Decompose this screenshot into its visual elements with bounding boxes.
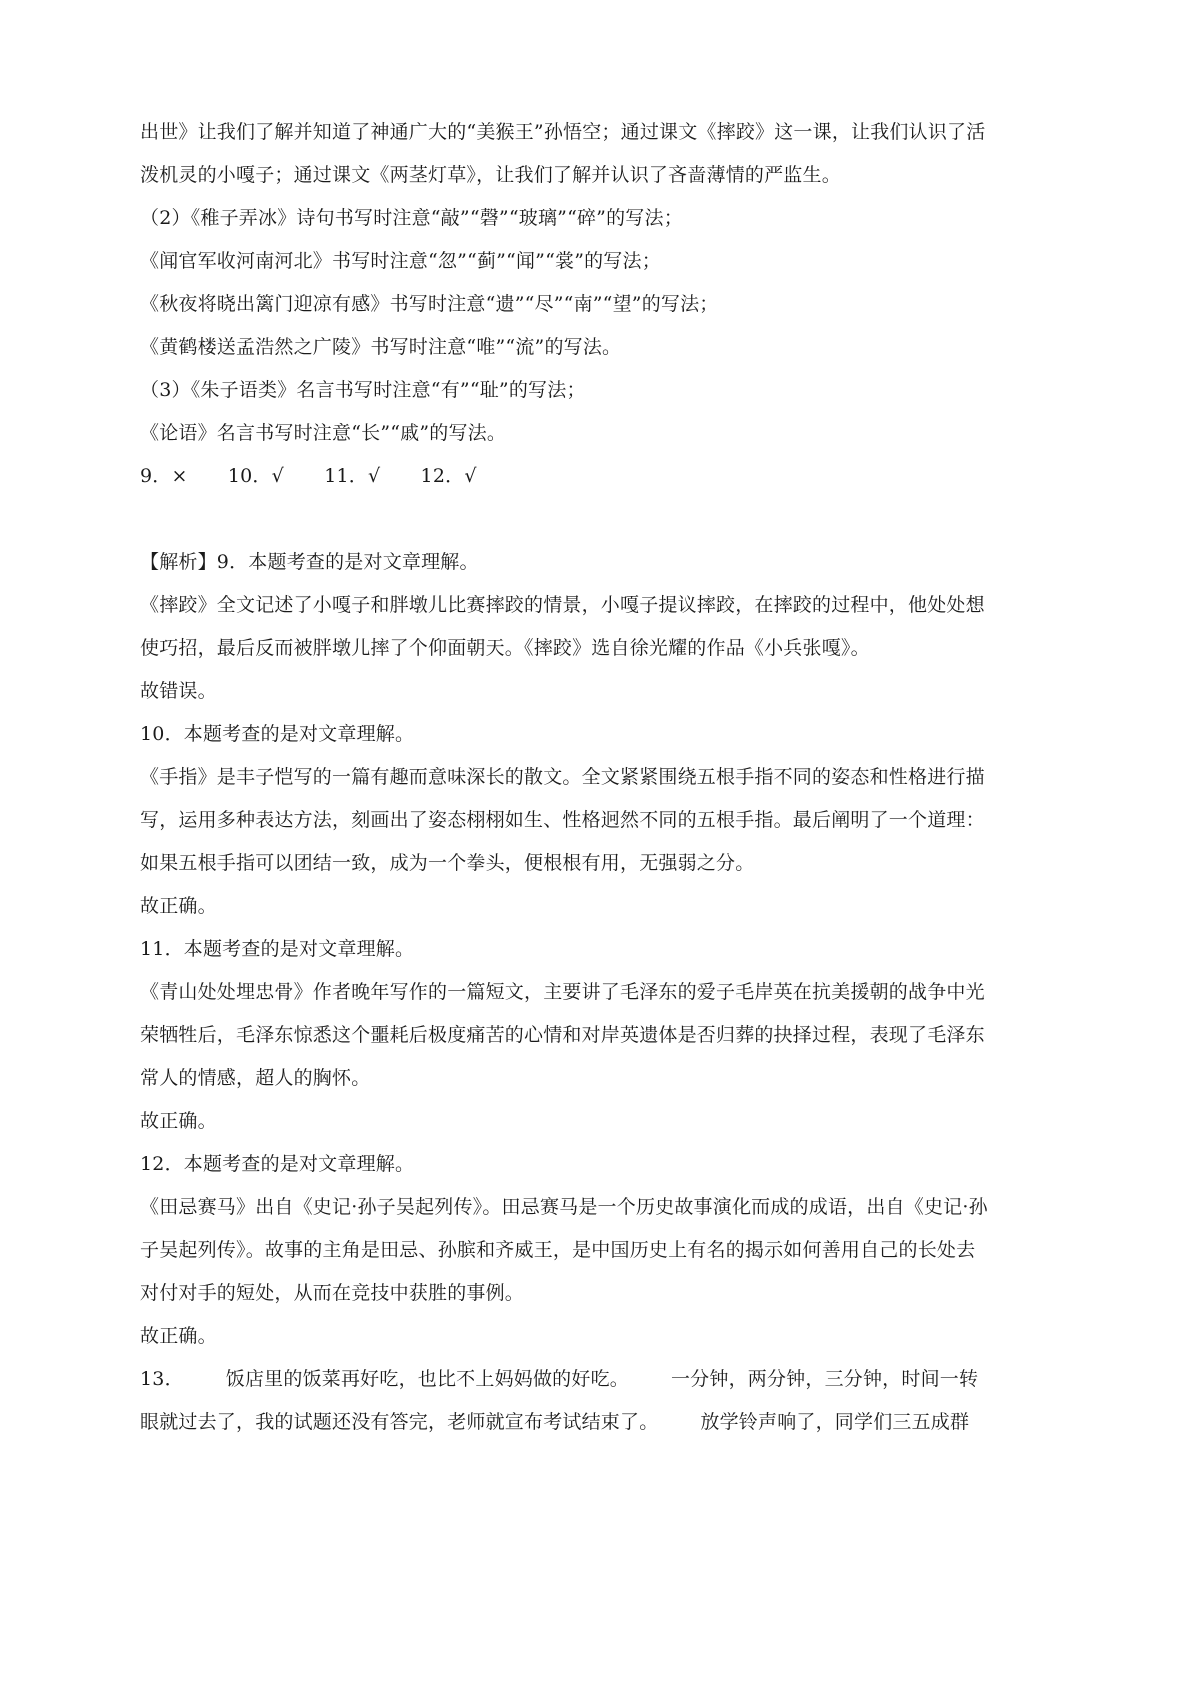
text-line: 如果五根手指可以团结一致，成为一个拳头，便根根有用，无强弱之分。 [140, 852, 755, 874]
text-line: 《田忌赛马》出自《史记·孙子吴起列传》。田忌赛马是一个历史故事演化而成的成语，出自《史记·孙 [140, 1196, 988, 1218]
text-line: 《秋夜将晓出篱门迎凉有感》书写时注意“遗”“尽”“南”“望”的写法； [140, 293, 719, 315]
answer-9: 9．× [140, 465, 188, 487]
verdict-line: 故正确。 [140, 1110, 217, 1132]
verdict-line: 故正确。 [140, 1325, 217, 1347]
verdict-line: 故错误。 [140, 680, 217, 702]
text-line: 子吴起列传》。故事的主角是田忌、孙膑和齐威王，是中国历史上有名的揭示如何善用自己的长处去 [140, 1239, 976, 1261]
text-line: 《论语》名言书写时注意“长”“戚”的写法。 [140, 422, 507, 444]
question-heading: 12．本题考查的是对文章理解。 [140, 1153, 415, 1175]
answer-sentence: 饭店里的饭菜再好吃，也比不上妈妈做的好吃。 [225, 1368, 629, 1390]
answer-sentence: 眼就过去了，我的试题还没有答完，老师就宣布考试结束了。 [140, 1411, 659, 1433]
text-line: 《青山处处埋忠骨》作者晚年写作的一篇短文，主要讲了毛泽东的爱子毛岸英在抗美援朝的战争中光 [140, 981, 985, 1003]
text-line: 常人的情感，超人的胸怀。 [140, 1067, 371, 1089]
text-line: 《闻官军收河南河北》书写时注意“忽”“蓟”“闻”“裳”的写法； [140, 250, 661, 272]
answer-13-line [140, 1367, 1060, 1391]
text-line: （2）《稚子弄冰》诗句书写时注意“敲”“磬”“玻璃”“碎”的写法； [140, 207, 683, 229]
text-line: 对付对手的短处，从而在竞技中获胜的事例。 [140, 1282, 525, 1304]
question-heading: 11．本题考查的是对文章理解。 [140, 938, 415, 960]
question-heading: 10．本题考查的是对文章理解。 [140, 723, 415, 745]
answer-12: 12．√ [420, 465, 477, 487]
question-number: 13． [140, 1368, 184, 1390]
answer-11: 11．√ [324, 465, 381, 487]
text-line: 《黄鹤楼送孟浩然之广陵》书写时注意“唯”“流”的写法。 [140, 336, 622, 358]
text-line: （3）《朱子语类》名言书写时注意“有”“耻”的写法； [140, 379, 586, 401]
text-line: 《摔跤》全文记述了小嘎子和胖墩儿比赛摔跤的情景，小嘎子提议摔跤，在摔跤的过程中，他处处想 [140, 594, 985, 616]
text-line: 出世》让我们了解并知道了神通广大的“美猴王”孙悟空；通过课文《摔跤》这一课，让我们认识了活 [140, 121, 986, 143]
answer-13-line [140, 1410, 1060, 1434]
text-line: 写，运用多种表达方法，刻画出了姿态栩栩如生、性格迥然不同的五根手指。最后阐明了一个道理： [140, 809, 985, 831]
answer-sentence: 放学铃声响了，同学们三五成群 [700, 1411, 970, 1433]
text-line: 泼机灵的小嘎子；通过课文《两茎灯草》，让我们了解并认识了吝啬薄情的严监生。 [140, 164, 841, 186]
text-line: 使巧招，最后反而被胖墩儿摔了个仰面朝天。《摔跤》选自徐光耀的作品《小兵张嘎》。 [140, 637, 870, 659]
text-line: 荣牺牲后，毛泽东惊悉这个噩耗后极度痛苦的心情和对岸英遗体是否归葬的抉择过程，表现了毛泽东 [140, 1024, 985, 1046]
verdict-line: 故正确。 [140, 895, 217, 917]
answer-key-row [140, 464, 1060, 488]
text-line: 《手指》是丰子恺写的一篇有趣而意味深长的散文。全文紧紧围绕五根手指不同的姿态和性格进行描 [140, 766, 985, 788]
analysis-heading: 【解析】9．本题考查的是对文章理解。 [140, 551, 479, 573]
answer-10: 10．√ [227, 465, 284, 487]
answer-sentence: 一分钟，两分钟，三分钟，时间一转 [670, 1368, 979, 1390]
